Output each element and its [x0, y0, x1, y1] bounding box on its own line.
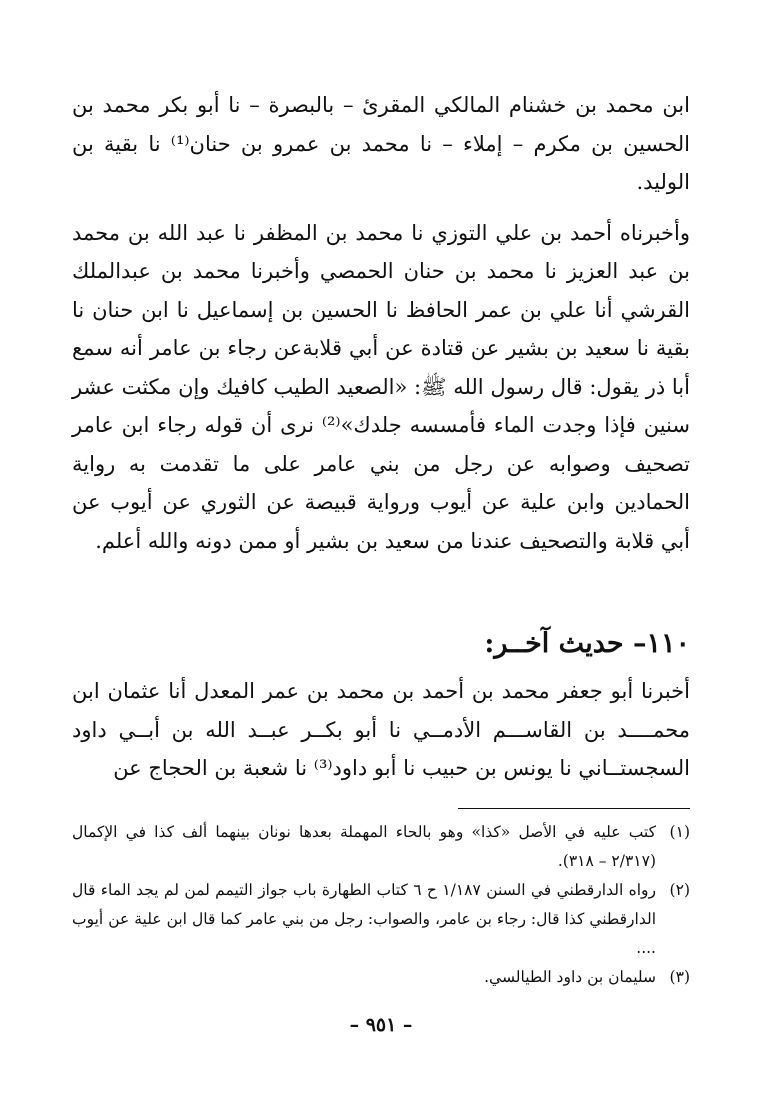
paragraph-2: وأخبرناه أحمد بن علي التوزي نا محمد بن المظفر نا عبد الله بن محمد بن عبد العزيز نا محمد بن حنان الحمصي وأخبرنا محمد بن عبدالملك القرشي أنا علي بن عمر الحافظ نا الحسين بن إسماعيل نا ابن حنان نا بقية نا سعيد بن بشير عن قتادة عن أبي قلابةعن رجاء بن عامر أنه سمع أبا ذر يقول: قال رسول الله ﷺ: «الصعيد الطيب كافيك وإن مكثت عشر سنين فإذا وجدت الماء فأمسسه جلدك»⁽²⁾ نرى أن قوله رجاء ابن عامر تصحيف وصوابه عن رجل من بني عامر على ما تقدمت به رواية الحمادين وابن علية عن أيوب ورواية قبيصة عن الثوري عن أيوب عن أبي قلابة والتصحيف عندنا من سعيد بن بشير أو ممن دونه والله أعلم. [72, 220, 690, 553]
page-number: – ٩٥١ – [349, 1014, 413, 1036]
section-heading: ١١٠– حديث آخــر: [484, 628, 690, 659]
footnote-divider [458, 808, 690, 809]
main-text [72, 86, 690, 560]
footnote-number: (١) [669, 823, 690, 841]
footnote-text: رواه الدارقطني في السنن ١/١٨٧ ح ٦ كتاب الطهارة باب جواز التيمم لمن لم يجد الماء قال الدارقطني كذا قال: رجاء بن عامر، والصواب: رجل من بني عامر كما قال ابن علية عن أيوب .... [72, 881, 657, 957]
footnotes-list [72, 818, 690, 992]
footnote-number: (٣) [669, 968, 690, 986]
paragraph-1: ابن محمد بن خشنام المالكي المقرئ – بالبصرة – نا أبو بكر محمد بن الحسين بن مكرم – إملاء – نا محمد بن عمرو بن حنان⁽¹⁾ نا بقية بن الوليد. [72, 93, 690, 194]
footnote-text: سليمان بن داود الطيالسي. [484, 968, 656, 986]
section-paragraph: أخبرنا أبو جعفر محمد بن أحمد بن محمد بن عمر المعدل أنا عثمان ابن محمــــد بن القاســـم الأدمــي نا أبو بكــر عبــد الله بن أبــي داود السجستــاني نا يونس بن حبيب نا أبو داود⁽³⁾ نا شعبة بن الحجاج عن [72, 679, 690, 780]
footnote-number: (٢) [669, 881, 690, 899]
footnote-text: كتب عليه في الأصل «كذا» وهو بالحاء المهملة بعدها نونان بينهما ألف كذا في الإكمال (٢/٣١٧ – ٣١٨). [72, 823, 656, 870]
footnote-3 [72, 963, 690, 992]
footnote-1 [72, 818, 690, 876]
footnote-2 [72, 876, 690, 963]
